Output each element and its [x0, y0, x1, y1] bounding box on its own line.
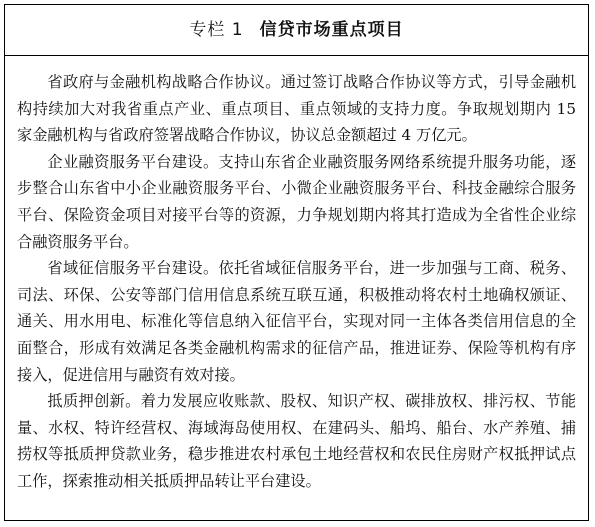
paragraph-text: 支持山东省企业融资服务网络系统提升服务功能，逐步整合山东省中小企业融资服务平台、小微企业融资服务平台、科技金融综合服务平台、保险资金项目对接平台等的资源，力争规划期内将其打造成为全省性企业综合融资服务平台。 [17, 152, 577, 251]
paragraph-strategic-cooperation [17, 69, 576, 149]
box-title-prefix: 专栏 1 [189, 20, 244, 40]
box-title: 信贷市场重点项目 [259, 20, 404, 40]
paragraph-text: 着力发展应收账款、股权、知识产权、碳排放权、排污权、节能量、水权、特许经营权、海域海岛使用权、在建码头、船坞、船台、水产养殖、捕捞权等抵质押贷款业务，稳步推进农村承包土地经营权和农民住房财产权抵押试点工作，探索推动相关抵质押品转让平台建设。 [17, 392, 577, 490]
paragraph-heading: 省政府与金融机构战略合作协议。 [47, 73, 281, 91]
paragraph-text: 通过签订战略合作协议等方式，引导金融机构持续加大对我省重点产业、重点项目、重点领域的支持力度。争取规划期内 15 家金融机构与省政府签署战略合作协议，协议总金额超过 4 万亿元。 [17, 73, 577, 145]
paragraph-credit-platform [17, 255, 576, 388]
paragraph-heading: 抵质押创新。 [47, 392, 141, 411]
special-column-box [4, 4, 589, 521]
box-content [5, 56, 588, 495]
paragraph-heading: 企业融资服务平台建设。 [47, 152, 219, 171]
box-title-bar [5, 5, 588, 56]
paragraph-financing-platform [17, 149, 576, 255]
paragraph-collateral-innovation [17, 388, 576, 494]
paragraph-text: 依托省域征信服务平台，进一步加强与工商、税务、司法、环保、公安等部门信用信息系统互联互通，积极推动将农村土地确权颁证、通关、用水用电、标准化等信息纳入征信平台，实现对同一主体各类信用信息的全面整合，形成有效满足各类金融机构需求的征信产品，推进证券、保险等机构有序接入，促进信用与融资有效对接。 [17, 259, 577, 384]
paragraph-heading: 省域征信服务平台建设。 [47, 259, 219, 278]
